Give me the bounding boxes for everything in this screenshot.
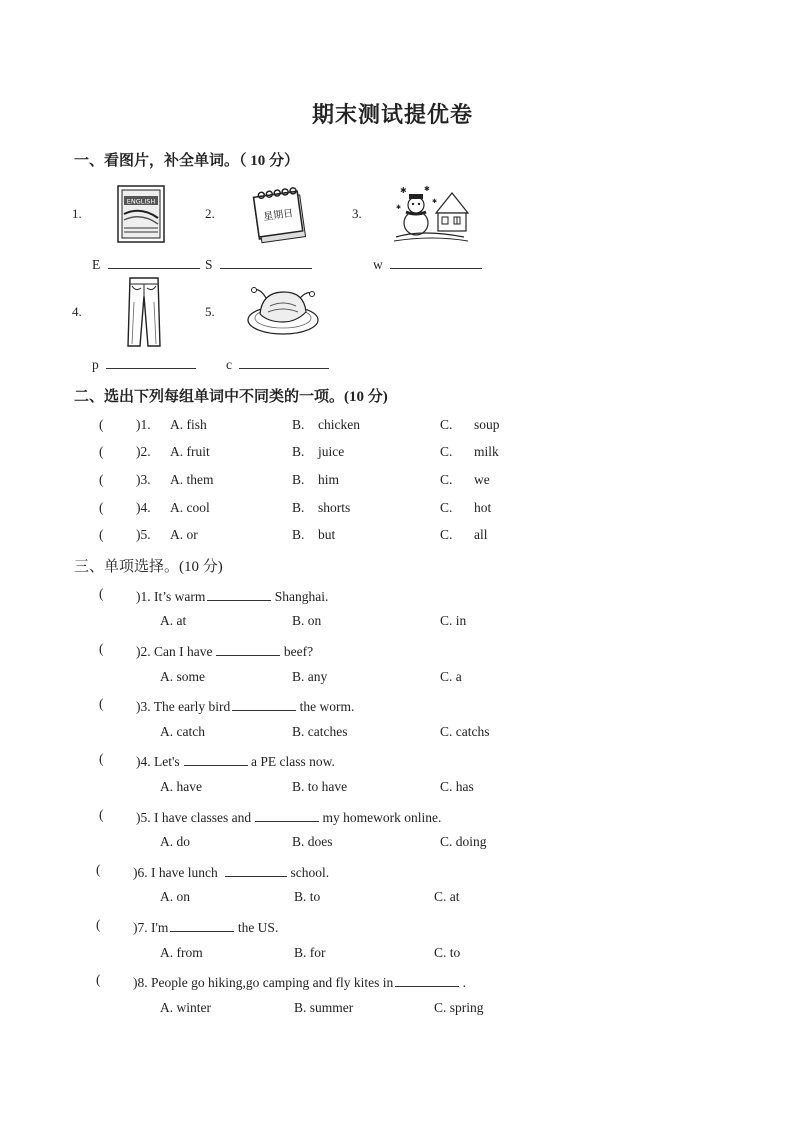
answer-paren[interactable]: ( [99, 696, 104, 711]
option-b[interactable]: but [318, 527, 336, 542]
option-b[interactable]: B. for [294, 945, 326, 960]
item1-number: 1. [72, 206, 82, 221]
fill-blank[interactable] [395, 972, 459, 987]
fill-blank[interactable] [207, 586, 271, 601]
question-stem [136, 696, 354, 715]
option-a[interactable]: A. from [160, 945, 203, 960]
question-number: )3. [136, 472, 151, 487]
option-b-label: B. [292, 500, 305, 515]
question-stem [133, 917, 278, 936]
answer-paren[interactable]: ( [96, 972, 101, 987]
option-c[interactable]: we [474, 472, 490, 487]
item2-letter: S [205, 257, 213, 272]
question-stem [136, 807, 441, 826]
answer-paren[interactable]: ( [96, 917, 101, 932]
fill-blank[interactable] [216, 641, 280, 656]
answer-paren[interactable]: ( [99, 500, 104, 515]
stem-before: )7. I'm [133, 920, 169, 935]
item3-answer [373, 254, 482, 273]
option-c[interactable]: soup [474, 417, 500, 432]
option-c[interactable]: C. a [440, 669, 462, 684]
option-b[interactable]: B. summer [294, 1000, 354, 1015]
fill-blank[interactable] [225, 862, 287, 877]
option-a[interactable]: A. fruit [170, 444, 210, 459]
item2-number: 2. [205, 206, 215, 221]
question-stem [136, 751, 335, 770]
option-c[interactable]: C. has [440, 779, 474, 794]
option-b[interactable]: shorts [318, 500, 351, 515]
item1-blank[interactable] [108, 254, 200, 269]
fill-blank[interactable] [232, 696, 296, 711]
option-a[interactable]: A. on [160, 889, 190, 904]
section2-heading: 二、选出下列每组单词中不同类的一项。(10 分) [74, 389, 388, 405]
section1-heading: 一、看图片，补全单词。（ 10 分） [74, 153, 300, 169]
option-b[interactable]: B. to [294, 889, 321, 904]
stem-before: )3. The early bird [136, 699, 231, 714]
item4-blank[interactable] [106, 354, 196, 369]
item3-number: 3. [352, 206, 362, 221]
option-c[interactable]: C. catchs [440, 724, 490, 739]
option-a[interactable]: A. have [160, 779, 202, 794]
option-b-label: B. [292, 472, 305, 487]
option-c[interactable]: all [474, 527, 488, 542]
option-c[interactable]: C. spring [434, 1000, 484, 1015]
item5-blank[interactable] [239, 354, 329, 369]
svg-text:✱: ✱ [432, 198, 438, 205]
answer-paren[interactable]: ( [99, 641, 104, 656]
option-a[interactable]: A. or [170, 527, 198, 542]
option-a[interactable]: A. some [160, 669, 205, 684]
option-b-label: B. [292, 527, 305, 542]
svg-text:✱: ✱ [400, 186, 407, 195]
question-stem [136, 641, 313, 660]
item5-number: 5. [205, 304, 215, 319]
stem-after: Shanghai. [271, 589, 329, 604]
book-label: ENGLISH [126, 197, 156, 206]
option-a[interactable]: A. cool [170, 500, 210, 515]
option-b[interactable]: juice [318, 444, 345, 459]
option-b[interactable]: B. does [292, 834, 333, 849]
option-a[interactable]: A. at [160, 613, 187, 628]
stem-before: )6. I have lunch [133, 865, 222, 880]
option-c-label: C. [440, 417, 453, 432]
option-c[interactable]: C. doing [440, 834, 487, 849]
answer-paren[interactable]: ( [99, 751, 104, 766]
item4-number: 4. [72, 304, 82, 319]
item2-blank[interactable] [220, 254, 312, 269]
answer-paren[interactable]: ( [99, 807, 104, 822]
item5-answer [226, 354, 329, 373]
option-a[interactable]: A. fish [170, 417, 207, 432]
item4-answer [92, 354, 196, 373]
answer-paren[interactable]: ( [99, 472, 104, 487]
item2-answer [205, 254, 312, 273]
option-b-label: B. [292, 417, 305, 432]
option-c[interactable]: C. to [434, 945, 461, 960]
page-title: 期末测试提优卷 [312, 102, 474, 127]
stem-before: )2. Can I have [136, 644, 213, 659]
fill-blank[interactable] [170, 917, 234, 932]
option-c-label: C. [440, 444, 453, 459]
item3-letter: w [373, 257, 383, 272]
option-c[interactable]: hot [474, 500, 492, 515]
question-stem [133, 862, 329, 881]
item4-letter: p [92, 357, 99, 372]
question-stem [136, 586, 328, 605]
section3-heading: 三、单项选择。(10 分) [74, 559, 223, 575]
item3-blank[interactable] [390, 254, 482, 269]
option-a[interactable]: A. them [170, 472, 214, 487]
question-stem [133, 972, 466, 991]
svg-text:✱: ✱ [396, 204, 402, 211]
answer-paren[interactable]: ( [99, 417, 104, 432]
item1-answer [92, 254, 200, 273]
option-c[interactable]: milk [474, 444, 499, 459]
option-a[interactable]: A. winter [160, 1000, 211, 1015]
option-b-label: B. [292, 444, 305, 459]
item5-letter: c [226, 357, 232, 372]
option-b[interactable]: B. to have [292, 779, 348, 794]
option-c[interactable]: C. at [434, 889, 460, 904]
option-c-label: C. [440, 500, 453, 515]
stem-before: )8. People go hiking,go camping and fly kites in [133, 975, 394, 990]
answer-paren[interactable]: ( [96, 862, 101, 877]
svg-text:✱: ✱ [424, 185, 430, 193]
stem-after: the worm. [296, 699, 355, 714]
option-b[interactable]: him [318, 472, 340, 487]
pants-icon [124, 276, 164, 348]
option-a[interactable]: A. do [160, 834, 190, 849]
calendar-icon [248, 182, 310, 244]
roast-chicken-icon [246, 284, 320, 336]
question-number: )2. [136, 444, 151, 459]
option-b[interactable]: chicken [318, 417, 360, 432]
option-a[interactable]: A. catch [160, 724, 205, 739]
calendar-label: 星期日 [262, 208, 294, 224]
stem-before: )5. I have classes and [136, 810, 252, 825]
option-b[interactable]: B. catches [292, 724, 348, 739]
stem-after: . [459, 975, 466, 990]
option-c[interactable]: C. in [440, 613, 467, 628]
snowman-winter-icon [392, 183, 470, 243]
item1-letter: E [92, 257, 101, 272]
question-number: )1. [136, 417, 151, 432]
stem-before: )4. Let's [136, 754, 180, 769]
english-book-icon [114, 184, 170, 244]
stem-after: the US. [234, 920, 279, 935]
option-b[interactable]: B. on [292, 613, 322, 628]
answer-paren[interactable]: ( [99, 586, 104, 601]
answer-paren[interactable]: ( [99, 527, 104, 542]
option-c-label: C. [440, 527, 453, 542]
answer-paren[interactable]: ( [99, 444, 104, 459]
question-number: )4. [136, 500, 151, 515]
option-b[interactable]: B. any [292, 669, 328, 684]
stem-after: beef? [280, 644, 314, 659]
stem-before: )1. It’s warm [136, 589, 206, 604]
question-number: )5. [136, 527, 151, 542]
stem-after: my homework online. [319, 810, 442, 825]
stem-after: a PE class now. [247, 754, 335, 769]
stem-after: school. [287, 865, 330, 880]
option-c-label: C. [440, 472, 453, 487]
fill-blank[interactable] [184, 751, 248, 766]
fill-blank[interactable] [255, 807, 319, 822]
